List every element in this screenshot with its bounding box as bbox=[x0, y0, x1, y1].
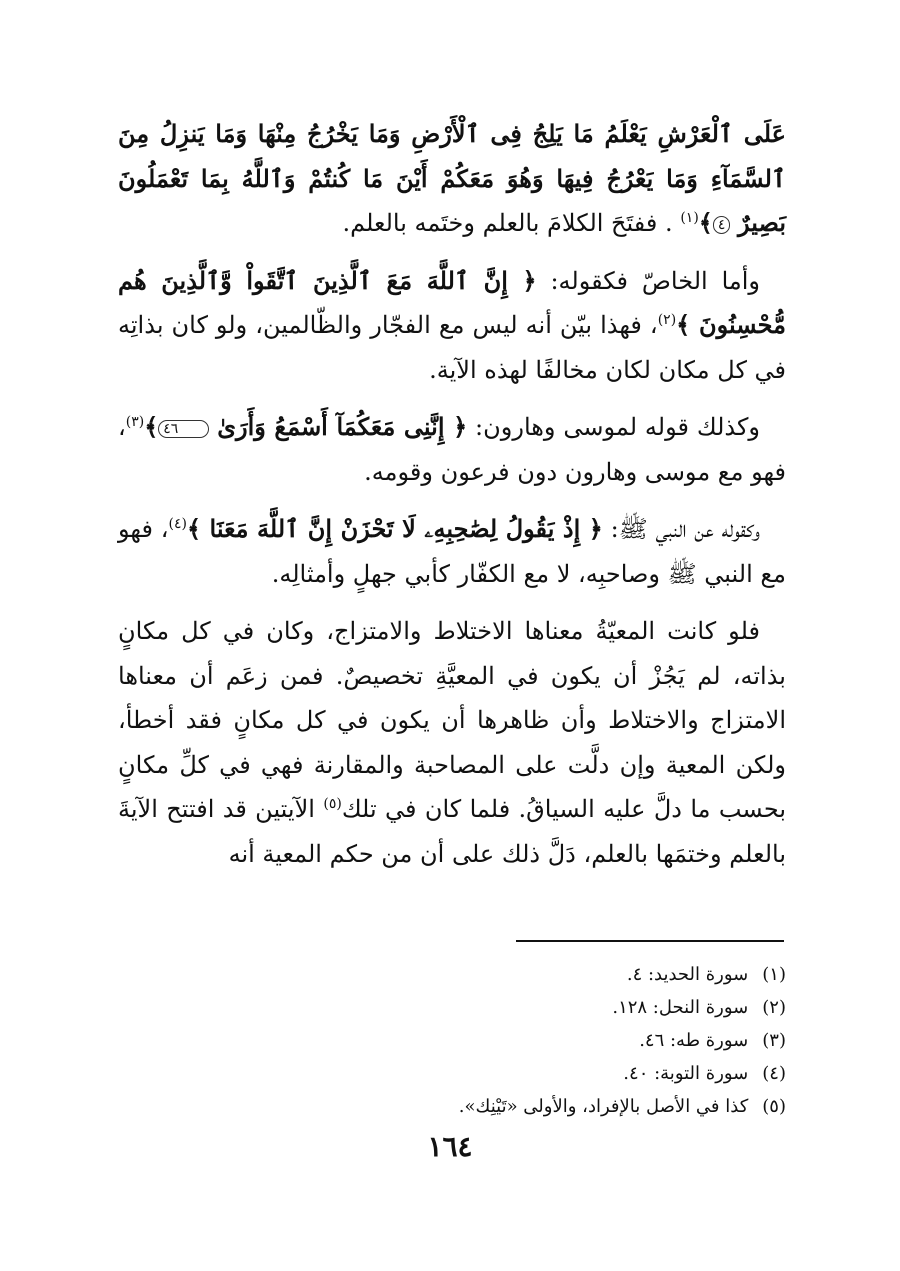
paragraph-text: . ففتَحَ الكلامَ بالعلم وختَمه بالعلم. bbox=[342, 209, 673, 237]
paragraph-text: ، فهو مع موسى وهارون دون فرعون وقومه. bbox=[118, 413, 786, 486]
ayah-number-marker: ٤٦ bbox=[158, 420, 209, 438]
paragraph-text: فلو كانت المعيّةُ معناها الاختلاط والامتزاج، وكان في كل مكانٍ بذاته، لم يَجُزْ أن يكون في المعيَّةِ تخصيصٌ. فمن زعَم أن معناها الامتزاج والاختلاط وأن ظاهرها أن يكون في كل مكانٍ فقد أخطأ، ولكن المعية وإن دلَّت على المصاحبة والمقارنة فهي في كلِّ مكانٍ بحسب ما دلَّ عليه السياقُ. فلما كان في تلك bbox=[118, 617, 787, 823]
footnote-number: (٥) bbox=[762, 1096, 786, 1117]
footnote-number: (٢) bbox=[762, 997, 786, 1018]
footnote-text: سورة النحل: ١٢٨. bbox=[612, 997, 749, 1018]
quran-verse: ﴿ إِنَّنِى مَعَكُمَآ أَسْمَعُ وَأَرَىٰ bbox=[217, 412, 468, 441]
footnote-ref[interactable]: (٥) bbox=[323, 796, 342, 812]
footnote-text: سورة التوبة: ٤٠. bbox=[623, 1063, 749, 1084]
paragraph-text: وأما الخاصّ فكقوله: bbox=[550, 266, 761, 295]
footnote-item bbox=[118, 1024, 786, 1057]
quran-verse: ﴿ إِذْ يَقُولُ لِصَٰحِبِهِۦ لَا تَحْزَنْ إِنَّ ٱللَّهَ مَعَنَا ﴾ bbox=[186, 514, 603, 543]
paragraph-3 bbox=[118, 405, 786, 494]
footnote-item bbox=[118, 991, 786, 1024]
main-text bbox=[118, 112, 786, 876]
paragraph-5 bbox=[118, 609, 786, 876]
page-number: ١٦٤ bbox=[427, 1130, 473, 1163]
footnote-item bbox=[118, 1057, 786, 1090]
footnote-text: سورة طه: ٤٦. bbox=[639, 1030, 749, 1051]
footnotes bbox=[118, 958, 786, 1123]
paragraph-2 bbox=[118, 259, 786, 393]
footnote-ref[interactable]: (٣) bbox=[125, 414, 145, 430]
quran-verse: عَلَى ٱلْعَرْشِ يَعْلَمُ مَا يَلِجُ فِى ٱلْأَرْضِ وَمَا يَخْرُجُ مِنْهَا وَمَا يَنزِلُ مِنَ ٱلسَّمَآءِ وَمَا يَعْرُجُ فِيهَا وَهُوَ مَعَكُمْ أَيْنَ مَا كُنتُمْ وَٱللَّهُ بِمَا تَعْمَلُونَ بَصِيرٌ bbox=[118, 119, 786, 237]
paragraph-text: وكقوله عن النبي ﷺ: bbox=[610, 515, 760, 543]
quran-close-bracket: ﴾ bbox=[698, 208, 713, 237]
footnote-ref[interactable]: (١) bbox=[680, 210, 699, 226]
footnote-text: سورة الحديد: ٤. bbox=[626, 964, 749, 985]
footnote-number: (٤) bbox=[762, 1063, 786, 1084]
ayah-number-marker: ٤ bbox=[713, 216, 731, 234]
footnote-item bbox=[118, 1090, 786, 1123]
paragraph-4 bbox=[118, 507, 786, 596]
footnote-item bbox=[118, 958, 786, 991]
footnote-ref[interactable]: (٢) bbox=[657, 312, 677, 328]
footnote-ref[interactable]: (٤) bbox=[168, 516, 187, 532]
paragraph-text: الآيتين قد افتتح الآيةَ بالعلم وختمَها بالعلم، دَلَّ ذلك على أن من حكم المعية أنه bbox=[118, 795, 786, 868]
footnote-number: (١) bbox=[762, 964, 786, 985]
paragraph-text: ، فهذا بيّن أنه ليس مع الفجّار والظّالمين، ولو كان بذاتِه في كل مكان لكان مخالفًا لهذه الآية. bbox=[118, 311, 786, 384]
paragraph-text: وكذلك قوله لموسى وهارون: bbox=[475, 413, 760, 441]
quran-verse: ﴿ إِنَّ ٱللَّهَ مَعَ ٱلَّذِينَ ٱتَّقَواْ وَّٱلَّذِينَ هُم مُّحْسِنُونَ ﴾ bbox=[118, 265, 786, 339]
footnote-number: (٣) bbox=[762, 1030, 786, 1051]
footnote-text: كذا في الأصل بالإفراد، والأولى «تَيْنِك». bbox=[458, 1096, 749, 1117]
quran-close-bracket: ﴾ bbox=[144, 412, 159, 441]
paragraph-text: ، فهو مع النبي ﷺ وصاحبِه، لا مع الكفّار كأبي جهلٍ وأمثالِه. bbox=[118, 515, 786, 588]
paragraph-1 bbox=[118, 112, 786, 246]
footnote-separator bbox=[516, 940, 784, 942]
